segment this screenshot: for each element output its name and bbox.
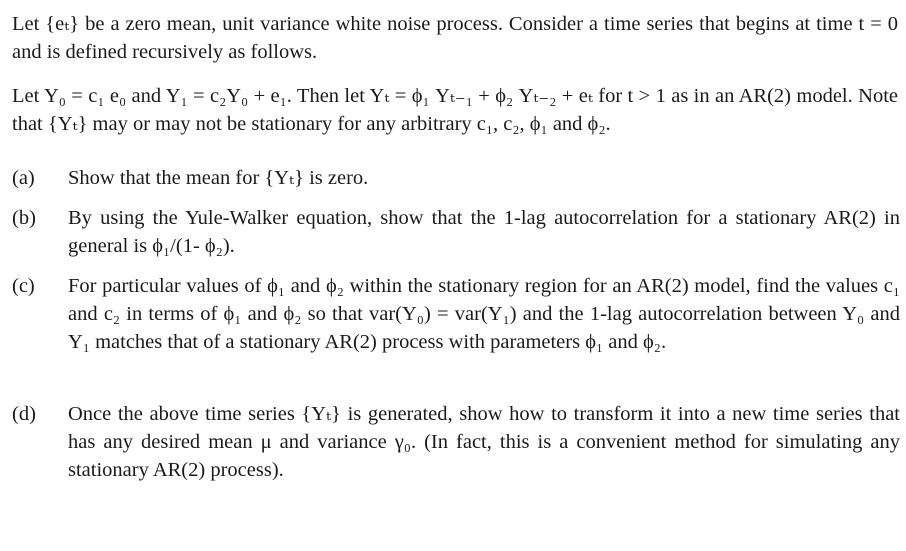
item-label: (a) bbox=[12, 167, 35, 189]
item-label: (b) bbox=[12, 207, 36, 229]
item-text: Show that the mean for {Yₜ} is zero. bbox=[68, 167, 369, 189]
item-text: Once the above time series {Yₜ} is generated, show how to transform it into a new time series that has any desired mean μ and variance γ₀. (In fact, this is a convenient method for simulating any stationary AR(2) process). bbox=[68, 403, 900, 481]
intro-text-2: Let Y₀ = c₁ e₀ and Y₁ = c₂Y₀ + e₁. Then let Yₜ = ϕ₁ Yₜ₋₁ + ϕ₂ Yₜ₋₂ + eₜ for t > 1 as in an AR(2) model. Note that {Yₜ} may or may not be stationary for any arbitrary c₁, c₂, ϕ₁ and ϕ₂. bbox=[12, 85, 898, 135]
intro-paragraph-1 bbox=[12, 10, 898, 66]
intro-text-1: Let {eₜ} be a zero mean, unit variance white noise process. Consider a time series that begins at time t = 0 and is defined recursively as follows. bbox=[12, 13, 898, 63]
item-text: For particular values of ϕ₁ and ϕ₂ within the stationary region for an AR(2) model, find the values c₁ and c₂ in terms of ϕ₁ and ϕ₂ so that var(Y₀) = var(Y₁) and the 1-lag autocorrelation between Y₀ and Y₁ matches that of a stationary AR(2) process with parameters ϕ₁ and ϕ₂. bbox=[68, 275, 900, 353]
intro-paragraph-2 bbox=[12, 82, 898, 138]
item-label: (d) bbox=[12, 403, 36, 425]
item-label: (c) bbox=[12, 275, 35, 297]
item-text: By using the Yule-Walker equation, show that the 1-lag autocorrelation for a stationary AR(2) in general is ϕ₁/(1- ϕ₂). bbox=[68, 207, 900, 257]
